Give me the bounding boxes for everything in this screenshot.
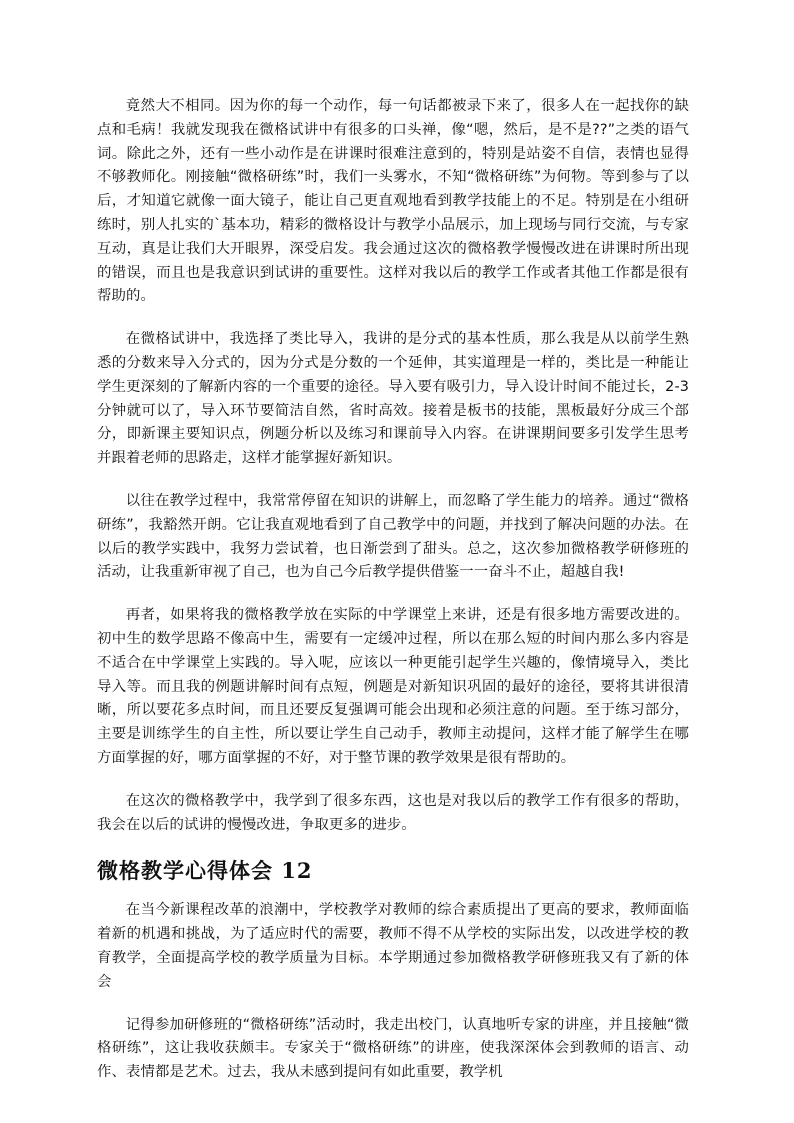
document-page <box>97 95 689 1104</box>
paragraph: 以往在教学过程中，我常常停留在知识的讲解上，而忽略了学生能力的培养。通过“微格研练”，我豁然开朗。它让我直观地看到了自己教学中的问题，并找到了解决问题的办法。在以后的教学实践中，我努力尝试着，也日渐尝到了甜头。总之，这次参加微格教学研修班的活动，让我重新审视了自己，也为自己今后教学提供借鉴一一奋斗不止，超越自我! <box>97 492 689 581</box>
paragraph: 在当今新课程改革的浪潮中，学校教学对教师的综合素质提出了更高的要求，教师面临着新的机遇和挑战，为了适应时代的需要，教师不得不从学校的实际出发，以改进学校的教育教学，全面提高学校的教学质量为目标。本学期通过参加微格教学研修班我又有了新的体会 <box>97 902 689 990</box>
paragraph: 在微格试讲中，我选择了类比导入，我讲的是分式的基本性质，那么我是从以前学生熟悉的分数来导入分式的，因为分式是分数的一个延伸，其实道理是一样的，类比是一种能让学生更深刻的了解新内容的一个重要的途径。导入要有吸引力，导入设计时间不能过长，2-3 分钟就可以了，导入环节要简洁自然，省时高效。接着是板书的技能，黑板最好分成三个部分，即新课主要知识点，例题分析以及练习和课前导入内容。在讲课期间要多引发学生思考并跟着老师的思路走，这样才能掌握好新知识。 <box>97 331 689 467</box>
paragraph: 记得参加研修班的“微格研练”活动时，我走出校门，认真地听专家的讲座，并且接触“微格研练”，这让我收获颇丰。专家关于“微格研练”的讲座，使我深深体会到教师的语言、动作、表情都是艺术。过去，我从未感到提问有如此重要，教学机 <box>97 1016 689 1081</box>
paragraph: 竟然大不相同。因为你的每一个动作，每一句话都被录下来了，很多人在一起找你的缺点和毛病！我就发现我在微格试讲中有很多的口头禅，像“嗯，然后，是不是??”之类的语气词。除此之外，还有一些小动作是在讲课时很难注意到的，特别是站姿不自信，表情也显得不够教师化。刚接触“微格研练”时，我们一头雾水，不知“微格研练”为何物。等到参与了以后，才知道它就像一面大镜子，能让自己更直观地看到教学技能上的不足。特别是在小组研练时，别人扎实的`基本功，精彩的微格设计与教学小品展示，加上现场与同行交流，与专家互动，真是让我们大开眼界，深受启发。我会通过这次的微格教学慢慢改进在讲课时所出现的错误，而且也是我意识到试讲的重要性。这样对我以后的教学工作或者其他工作都是很有帮助的。 <box>97 98 689 305</box>
section-heading: 微格教学心得体会 12 <box>97 858 313 884</box>
paragraph: 再者，如果将我的微格教学放在实际的中学课堂上来讲，还是有很多地方需要改进的。初中生的数学思路不像高中生，需要有一定缓冲过程，所以在那么短的时间内那么多内容是不适合在中学课堂上实践的。导入呢，应该以一种更能引起学生兴趣的，像情境导入，类比导入等。而且我的例题讲解时间有点短，例题是对新知识巩固的最好的途径，要将其讲很清晰，所以要花多点时间，而且还要反复强调可能会出现和必须注意的问题。至于练习部分，主要是训练学生的自主性，所以要让学生自己动手，教师主动提问，这样才能了解学生在哪方面掌握的好，哪方面掌握的不好，对于整节课的教学效果是很有帮助的。 <box>97 607 689 766</box>
paragraph: 在这次的微格教学中，我学到了很多东西，这也是对我以后的教学工作有很多的帮助，我会在以后的试讲的慢慢改进，争取更多的进步。 <box>97 792 689 833</box>
